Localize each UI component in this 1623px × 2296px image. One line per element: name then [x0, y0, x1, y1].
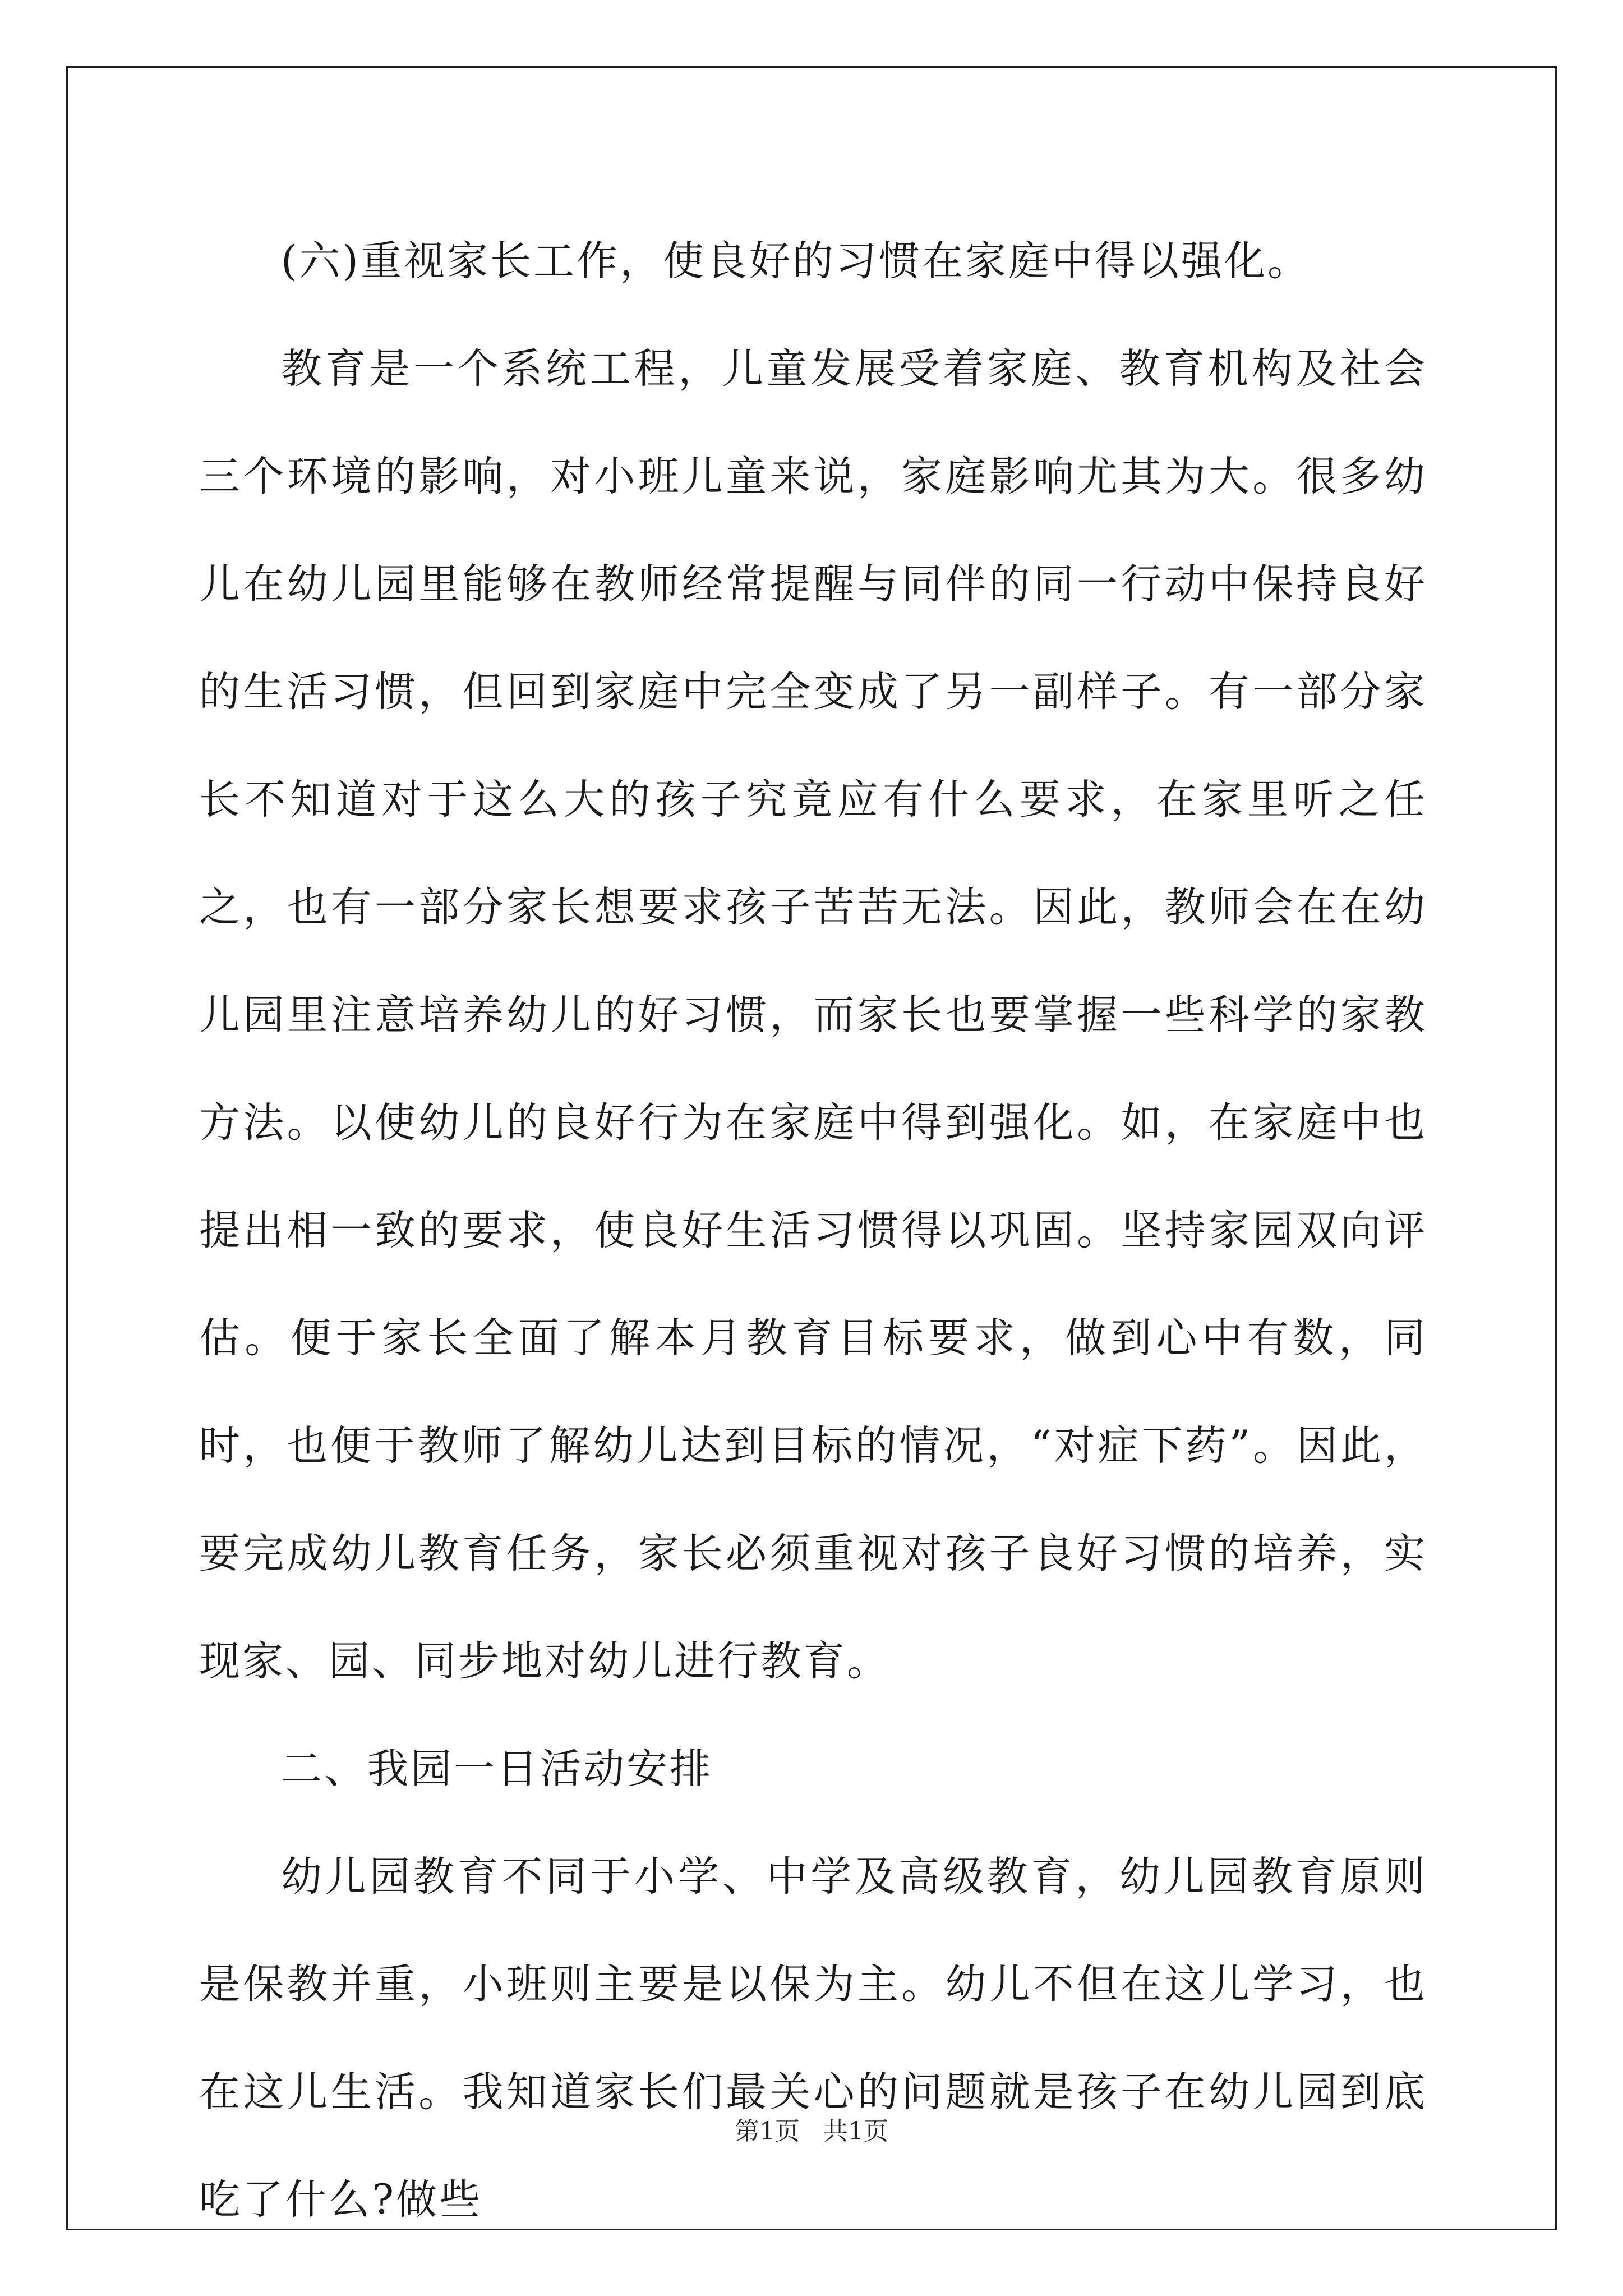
- page-footer: [0, 2115, 1623, 2148]
- paragraph-kindergarten-education: 幼儿园教育不同于小学、中学及高级教育，幼儿园教育原则是保教并重，小班则主要是以保为主。幼儿不但在这儿学习，也在这儿生活。我知道家长们最关心的问题就是孩子在幼儿园到底吃了什么?做些: [199, 1853, 1427, 2224]
- document-body: [199, 208, 1427, 2254]
- heading-daily-schedule: 二、我园一日活动安排: [281, 1745, 713, 1793]
- heading-parent-work: (六)重视家长工作，使良好的习惯在家庭中得以强化。: [281, 237, 1311, 285]
- paragraph-family-education: 教育是一个系统工程，儿童发展受着家庭、教育机构及社会三个环境的影响，对小班儿童来说，家庭影响尤其为大。很多幼儿在幼儿园里能够在教师经常提醒与同伴的同一行动中保持良好的生活习惯，但回到家庭中完全变成了另一副样子。有一部分家长不知道对于这么大的孩子究竟应有什么要求，在家里听之任之，也有一部分家长想要求孩子苦苦无法。因此，教师会在在幼儿园里注意培养幼儿的好习惯，而家长也要掌握一些科学的家教方法。以使幼儿的良好行为在家庭中得到强化。如，在家庭中也提出相一致的要求，使良好生活习惯得以巩固。坚持家园双向评估。便于家长全面了解本月教育目标要求，做到心中有数，同时，也便于教师了解幼儿达到目标的情况，“对症下药”。因此，要完成幼儿教育任务，家长必须重视对孩子良好习惯的培养，实现家、园、同步地对幼儿进行教育。: [199, 345, 1427, 1685]
- page-number: 第1页: [735, 2117, 800, 2146]
- footer-gap: [800, 2117, 823, 2146]
- page-total: 共1页: [823, 2117, 888, 2146]
